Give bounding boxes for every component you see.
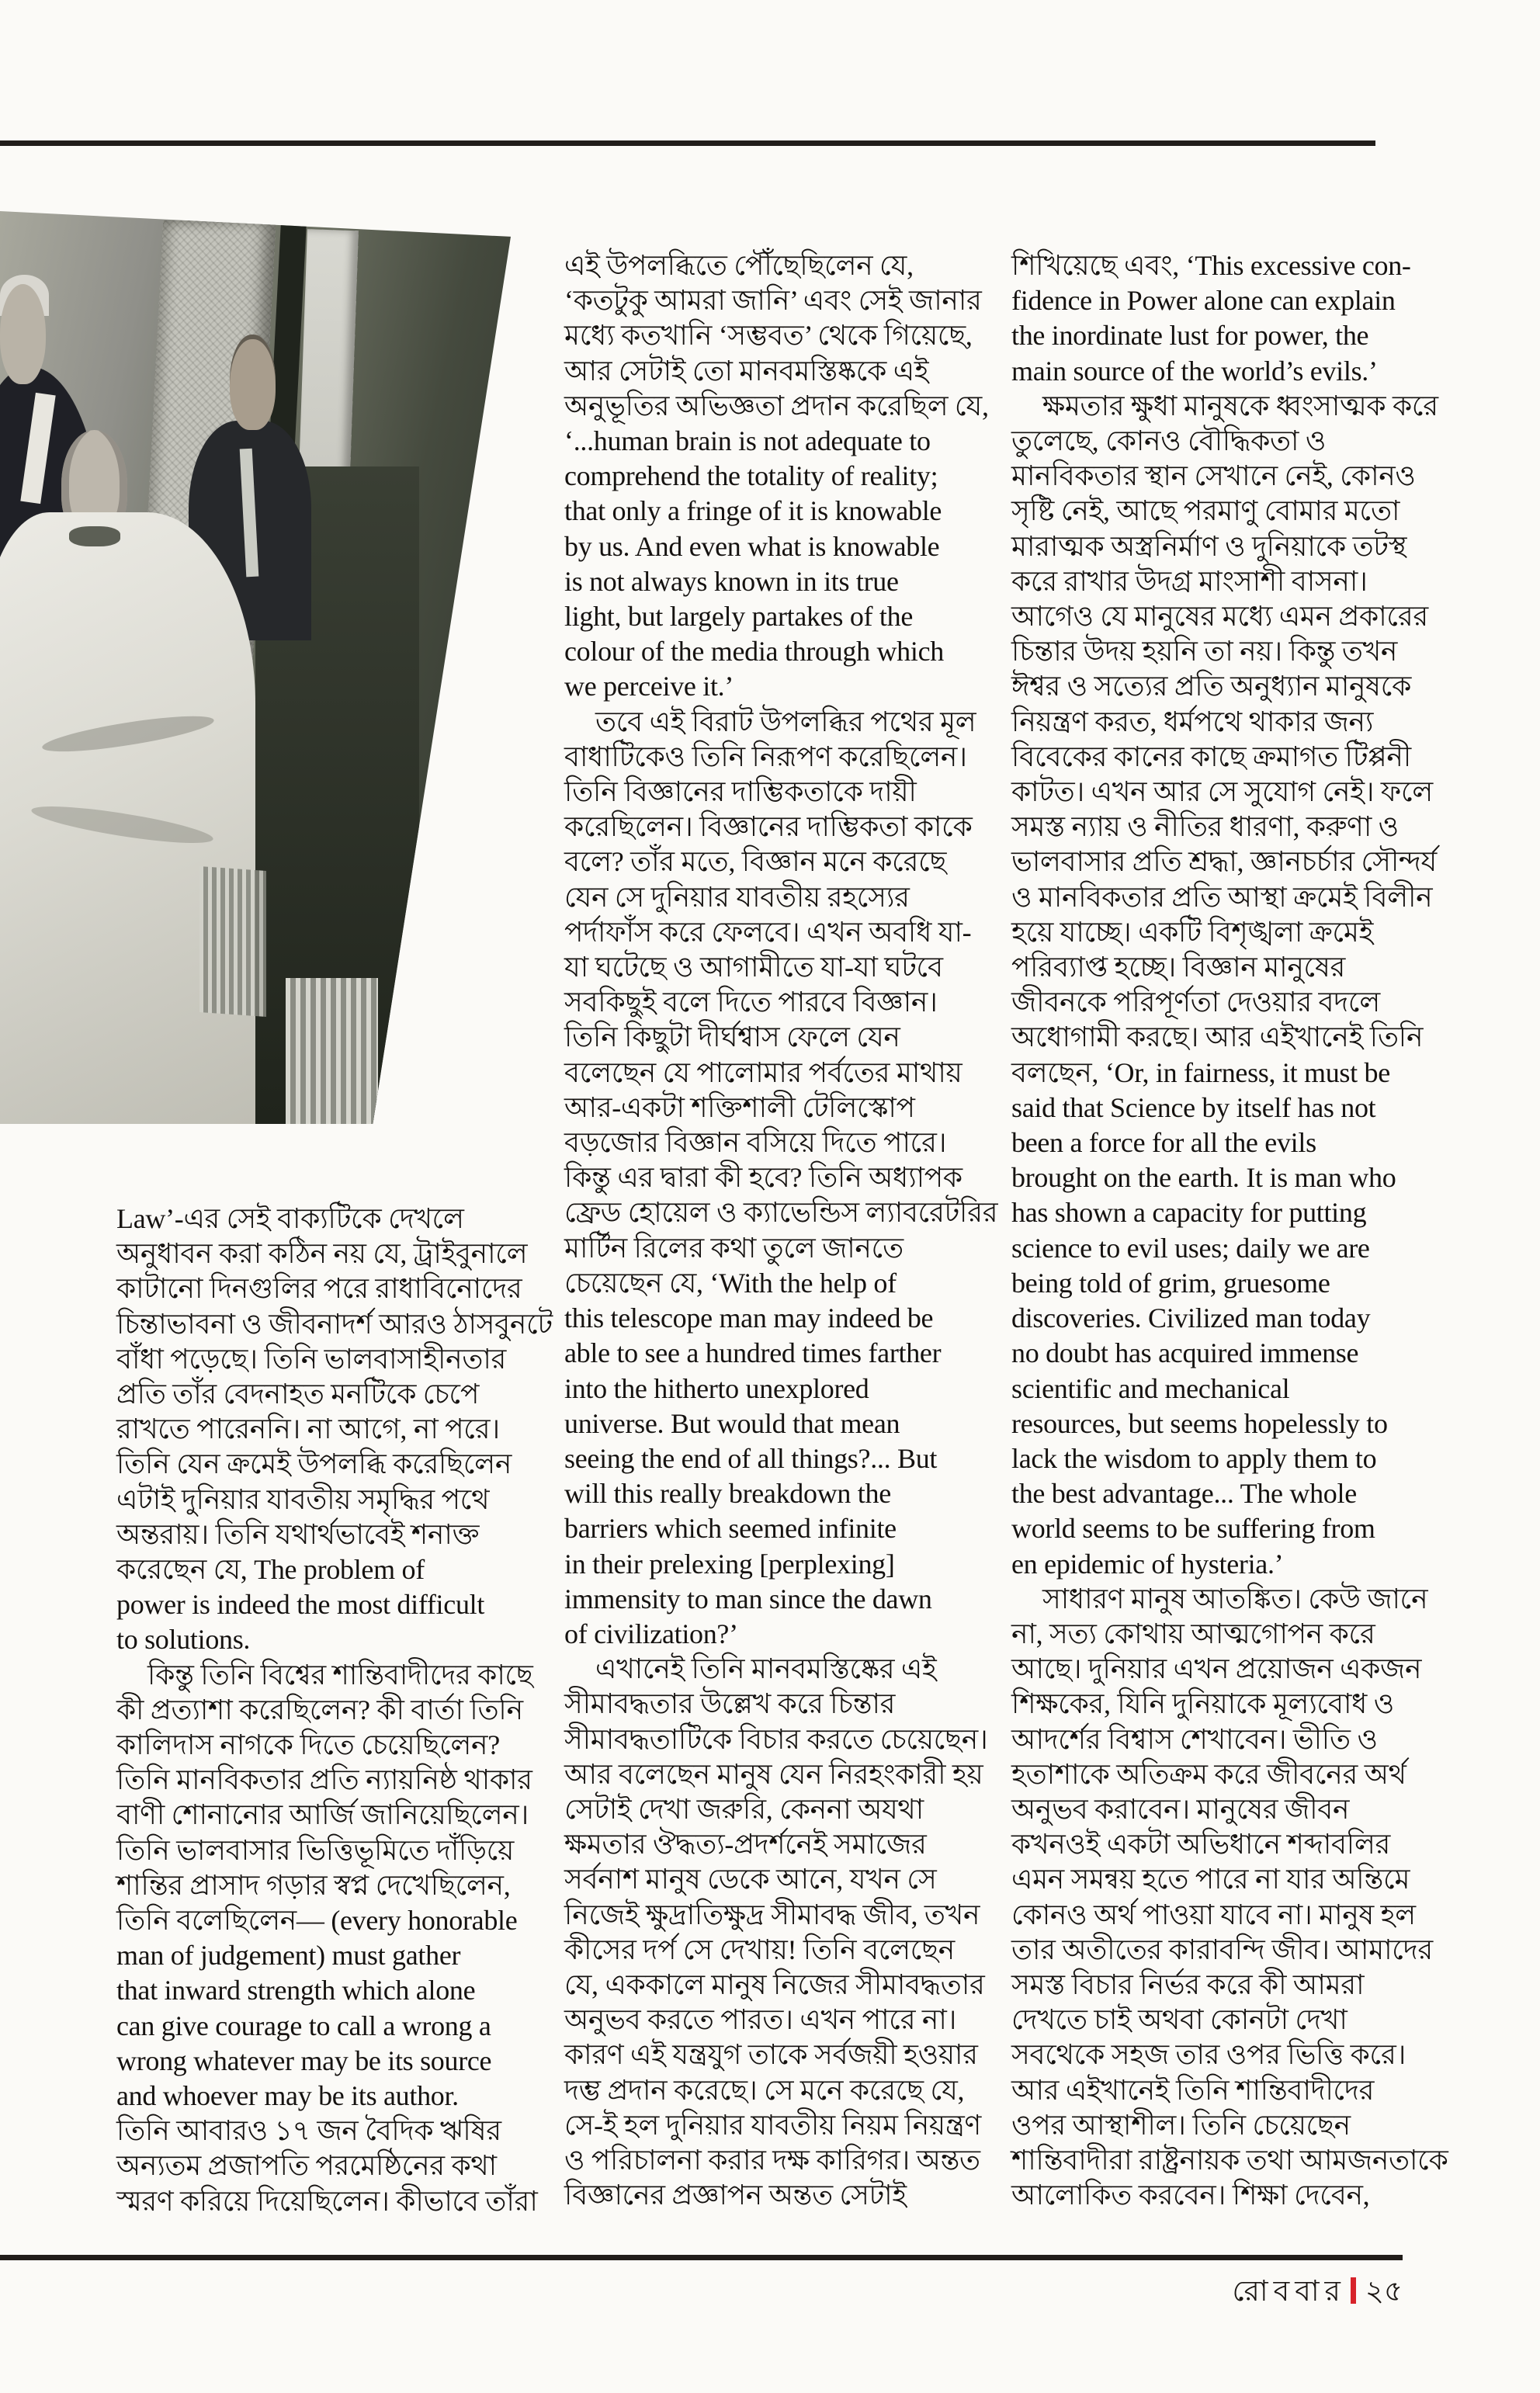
text-line: পর্দাফাঁস করে ফেলবে। এখন অবধি যা- [564, 916, 972, 948]
text-line: colour of the media through which [564, 636, 944, 668]
text-line: been a force for all the evils [1011, 1127, 1316, 1159]
page-footer [0, 2268, 1403, 2317]
text-line: সর্বনাশ মানুষ ডেকে আনে, যখন সে [564, 1864, 937, 1895]
text-line: শিক্ষকের, যিনি দুনিয়াকে মূল্যবোধ ও [1011, 1688, 1394, 1720]
text-line: বাধাটিকেও তিনি নিরূপণ করেছিলেন। [564, 740, 967, 772]
text-line: this telescope man may indeed be [564, 1302, 934, 1334]
text-line: হয়ে যাচ্ছে। একটি বিশৃঙ্খলা ক্রমেই [1011, 916, 1374, 948]
text-line: শান্তির প্রাসাদ গড়ার স্বপ্ন দেখেছিলেন, [116, 1869, 511, 1901]
text-line: অনুভব করাবেন। মানুষের জীবন [1011, 1793, 1350, 1825]
text-line: যেন সে দুনিয়ার যাবতীয় রহস্যের [564, 881, 910, 913]
text-line: সে-ই হল দুনিয়ার যাবতীয় নিয়ম নিয়ন্ত্রণ [564, 2109, 981, 2141]
text-line: into the hitherto unexplored [564, 1372, 869, 1404]
seated-man-collar [69, 526, 120, 546]
text-line: ক্ষমতার ক্ষুধা মানুষকে ধ্বংসাত্মক করে [1042, 390, 1438, 421]
text-line: শিখিয়েছে এবং, ‘This excessive con- [1011, 250, 1411, 281]
text-line: ভালবাসার প্রতি শ্রদ্ধা, জ্ঞানচর্চার সৌন্দর্য [1011, 846, 1437, 878]
text-line: হতাশাকে অতিক্রম করে জীবনের অর্থ [1011, 1758, 1406, 1790]
text-line: করেছিলেন। বিজ্ঞানের দাম্ভিকতা কাকে [564, 811, 973, 843]
text-line: আদর্শের বিশ্বাস শেখাবেন। ভীতি ও [1011, 1723, 1378, 1755]
text-line: এমন সমন্বয় হতে পারে না যার অন্তিমে [1011, 1864, 1410, 1895]
text-line: নিয়ন্ত্রণ করত, ধর্মপথে থাকার জন্য [1011, 706, 1374, 737]
text-line: কিন্তু তিনি বিশ্বের শান্তিবাদীদের কাছে [147, 1659, 533, 1691]
text-line: no doubt has acquired immense [1011, 1337, 1359, 1369]
text-line: বাণী শোনানোর আর্জি জানিয়েছিলেন। [116, 1799, 529, 1831]
text-line: is not always known in its true [564, 565, 899, 597]
text-line: যে, এককালে মানুষ নিজের সীমাবদ্ধতার [564, 1968, 985, 2000]
text-line: the inordinate lust for power, the [1011, 320, 1369, 352]
text-line: দেখতে চাই অথবা কোনটা দেখা [1011, 2004, 1348, 2036]
text-line: এখানেই তিনি মানবমস্তিষ্কের এই [595, 1653, 937, 1685]
text-line: fidence in Power alone can explain [1011, 285, 1396, 317]
text-line: সমস্ত ন্যায় ও নীতির ধারণা, করুণা ও [1011, 811, 1399, 843]
text-line: আর সেটাই তো মানবমস্তিষ্ককে এই [564, 355, 929, 387]
text-line: কাটত। এখন আর সে সুযোগ নেই। ফলে [1011, 776, 1433, 808]
text-line: of civilization?’ [564, 1618, 738, 1649]
text-line: কী প্রত্যাশা করেছিলেন? কী বার্তা তিনি [116, 1694, 523, 1725]
text-line: brought on the earth. It is man who [1011, 1162, 1396, 1194]
text-line: নিজেই ক্ষুদ্রাতিক্ষুদ্র সীমাবদ্ধ জীব, তখন [564, 1899, 980, 1930]
text-line: জীবনকে পরিপূর্ণতা দেওয়ার বদলে [1011, 987, 1380, 1018]
text-line: তিনি মানবিকতার প্রতি ন্যায়নিষ্ঠ থাকার [116, 1764, 532, 1796]
text-line: তুলেছে, কোনও বৌদ্ধিকতা ও [1011, 425, 1327, 457]
footer-separator [1351, 2277, 1356, 2304]
text-line: চিন্তাভাবনা ও জীবনাদর্শ আরও ঠাসবুনটে [116, 1308, 553, 1340]
man-left-face [0, 284, 46, 384]
radiator [286, 978, 377, 1124]
text-line: আগেও যে মানুষের মধ্যে এমন প্রকারের [1011, 601, 1428, 633]
text-line: আলোকিত করবেন। শিক্ষা দেবেন, [1011, 2180, 1370, 2211]
text-line: seeing the end of all things?... But [564, 1442, 938, 1474]
text-line: scientific and mechanical [1011, 1372, 1290, 1404]
text-line: সীমাবদ্ধতাটিকে বিচার করতে চেয়েছেন। [564, 1723, 988, 1755]
text-line: that inward strength which alone [116, 1975, 476, 2006]
text-line: সাধারণ মানুষ আতঙ্কিত। কেউ জানে [1042, 1583, 1428, 1614]
text-line: অনুভব করতে পারত। এখন পারে না। [564, 2004, 957, 2036]
text-line: wrong whatever may be its source [116, 2044, 492, 2076]
text-line: ‘...human brain is not adequate to [564, 425, 931, 457]
text-line: বলছেন, ‘Or, in fairness, it must be [1011, 1056, 1390, 1088]
text-line: তবে এই বিরাট উপলব্ধির পথের মূল [595, 706, 976, 737]
text-line: কালিদাস নাগকে দিতে চেয়েছিলেন? [116, 1729, 500, 1761]
text-line: তিনি বলেছিলেন— (every honorable [116, 1905, 518, 1937]
text-line: এটাই দুনিয়ার যাবতীয় সমৃদ্ধির পথে [116, 1483, 490, 1515]
text-line: power is indeed the most difficult [116, 1589, 485, 1621]
text-line: শান্তিবাদীরা রাষ্ট্রনায়ক তথা আমজনতাকে [1011, 2144, 1448, 2176]
text-line: has shown a capacity for putting [1011, 1197, 1367, 1229]
text-line: and whoever may be its author. [116, 2080, 459, 2112]
text-line: সৃষ্টি নেই, আছে পরমাণু বোমার মতো [1011, 495, 1400, 527]
text-line: we perceive it.’ [564, 671, 734, 702]
text-line: being told of grim, gruesome [1011, 1267, 1330, 1299]
text-line: অধোগামী করছে। আর এইখানেই তিনি [1011, 1021, 1424, 1053]
text-line: Law’-এর সেই বাক্যটিকে দেখলে [116, 1203, 464, 1234]
text-line: চিন্তার উদয় হয়নি তা নয়। কিন্তু তখন [1011, 636, 1398, 668]
top-rule [0, 140, 1375, 146]
text-line: barriers which seemed infinite [564, 1513, 897, 1545]
text-line: কীসের দর্প সে দেখায়! তিনি বলেছেন [564, 1933, 955, 1965]
text-line: মার্টিন রিলের কথা তুলে জানতে [564, 1232, 904, 1264]
text-line: মধ্যে কতখানি ‘সম্ভবত’ থেকে গিয়েছে, [564, 320, 973, 352]
text-line: কিন্তু এর দ্বারা কী হবে? তিনি অধ্যাপক [564, 1162, 962, 1194]
text-line: সমস্ত বিচার নির্ভর করে কী আমরা [1011, 1968, 1365, 2000]
man-right-face [230, 335, 276, 430]
text-line: স্মরণ করিয়ে দিয়েছিলেন। কীভাবে তাঁরা [116, 2185, 538, 2217]
text-line: main source of the world’s evils.’ [1011, 355, 1378, 387]
text-line: বিবেকের কানের কাছে ক্রমাগত টিপ্পনী [1011, 740, 1411, 772]
text-line: চেয়েছেন যে, ‘With the help of [564, 1267, 897, 1299]
text-line: কারণ এই যন্ত্রযুগ তাকে সর্বজয়ী হওয়ার [564, 2039, 978, 2071]
article-column-left [116, 1202, 553, 2219]
text-line: আর বলেছেন মানুষ যেন নিরহংকারী হয় [564, 1758, 983, 1790]
text-line: কোনও অর্থ পাওয়া যাবে না। মানুষ হল [1011, 1899, 1416, 1930]
text-line: ঈশ্বর ও সত্যের প্রতি অনুধ্যান মানুষকে [1011, 671, 1412, 702]
text-line: will this really breakdown the [564, 1478, 891, 1510]
text-line: lack the wisdom to apply them to [1011, 1442, 1377, 1474]
text-line: সবথেকে সহজ তার ওপর ভিত্তি করে। [1011, 2039, 1406, 2071]
text-line: অনুভূতির অভিজ্ঞতা প্রদান করেছিল যে, [564, 390, 989, 421]
text-line: কখনওই একটা অভিধানে শব্দাবলির [1011, 1829, 1391, 1861]
text-line: বলে? তাঁর মতে, বিজ্ঞান মনে করেছে [564, 846, 947, 878]
text-line: রাখতে পারেননি। না আগে, না পরে। [116, 1413, 500, 1445]
text-line: করেছেন যে, The problem of [116, 1554, 425, 1586]
text-line: বিজ্ঞানের প্রজ্ঞাপন অন্তত সেটাই [564, 2180, 907, 2211]
article-column-middle [564, 248, 998, 2213]
text-line: ‘কতটুকু আমরা জানি’ এবং সেই জানার [564, 285, 982, 317]
text-line: immensity to man since the dawn [564, 1583, 932, 1614]
article-column-right [1011, 248, 1448, 2213]
text-line: সীমাবদ্ধতার উল্লেখ করে চিন্তার [564, 1688, 896, 1720]
text-line: আছে। দুনিয়ার এখন প্রয়োজন একজন [1011, 1653, 1422, 1685]
text-line: তিনি ভালবাসার ভিত্তিভূমিতে দাঁড়িয়ে [116, 1834, 515, 1866]
text-line: এই উপলব্ধিতে পৌঁছেছিলেন যে, [564, 250, 914, 281]
text-line: by us. And even what is knowable [564, 530, 940, 562]
text-line: দম্ভ প্রদান করেছে। সে মনে করেছে যে, [564, 2074, 965, 2106]
text-line: said that Science by itself has not [1011, 1091, 1376, 1123]
text-line: আর-একটা শক্তিশালী টেলিস্কোপ [564, 1091, 915, 1123]
text-line: সেটাই দেখা জরুরি, কেননা অযথা [564, 1793, 924, 1825]
text-line: আর এইখানেই তিনি শান্তিবাদীদের [1011, 2074, 1375, 2106]
text-line: যা ঘটেছে ও আগামীতে যা-যা ঘটবে [564, 952, 943, 983]
text-line: resources, but seems hopelessly to [1011, 1407, 1388, 1439]
text-line: ও পরিচালনা করার দক্ষ কারিগর। অন্তত [564, 2144, 980, 2176]
text-line: তিনি যেন ক্রমেই উপলব্ধি করেছিলেন [116, 1448, 512, 1480]
text-line: তিনি কিছুটা দীর্ঘশ্বাস ফেলে যেন [564, 1021, 900, 1053]
text-line: discoveries. Civilized man today [1011, 1302, 1371, 1334]
text-line: universe. But would that mean [564, 1407, 900, 1439]
page-number: ২৫ [1365, 2276, 1403, 2308]
text-line: ও মানবিকতার প্রতি আস্থা ক্রমেই বিলীন [1011, 881, 1433, 913]
text-line: তিনি বিজ্ঞানের দাম্ভিকতাকে দায়ী [564, 776, 917, 808]
footer-rule [0, 2255, 1403, 2260]
text-line: the best advantage... The whole [1011, 1478, 1357, 1510]
text-line: বড়জোর বিজ্ঞান বসিয়ে দিতে পারে। [564, 1127, 947, 1159]
text-line: science to evil uses; daily we are [1011, 1232, 1370, 1264]
magazine-name: রোববার [1232, 2276, 1346, 2308]
text-line: that only a fringe of it is knowable [564, 495, 942, 527]
text-line: কাটানো দিনগুলির পরে রাধাবিনোদের [116, 1273, 522, 1305]
text-line: world seems to be suffering from [1011, 1513, 1375, 1545]
text-line: অন্তরায়। তিনি যথার্থভাবেই শনাক্ত [116, 1518, 480, 1550]
text-line: বলেছেন যে পালোমার পর্বতের মাথায় [564, 1056, 962, 1088]
article-photo [0, 211, 511, 1124]
text-line: পরিব্যাপ্ত হচ্ছে। বিজ্ঞান মানুষের [1011, 952, 1346, 983]
text-line: করে রাখার উদগ্র মাংসাশী বাসনা। [1011, 565, 1368, 597]
text-line: প্রতি তাঁর বেদনাহত মনটিকে চেপে [116, 1379, 480, 1410]
text-line: অনুধাবন করা কঠিন নয় যে, ট্রাইবুনালে [116, 1238, 528, 1270]
text-line: able to see a hundred times farther [564, 1337, 942, 1369]
text-line: অন্যতম প্রজাপতি পরমেষ্ঠিনের কথা [116, 2150, 497, 2182]
text-line: comprehend the totality of reality; [564, 460, 938, 492]
text-line: ক্ষমতার ঔদ্ধত্য-প্রদর্শনেই সমাজের [564, 1829, 927, 1861]
text-line: to solutions. [116, 1624, 251, 1656]
text-line: light, but largely partakes of the [564, 601, 914, 633]
text-line: মানবিকতার স্থান সেখানে নেই, কোনও [1011, 460, 1416, 492]
text-line: ওপর আস্থাশীল। তিনি চেয়েছেন [1011, 2109, 1351, 2141]
text-line: man of judgement) must gather [116, 1940, 461, 1972]
text-line: না, সত্য কোথায় আত্মগোপন করে [1011, 1618, 1375, 1649]
text-line: তার অতীতের কারাবন্দি জীব। আমাদের [1011, 1933, 1433, 1965]
text-line: মারাত্মক অস্ত্রনির্মাণ ও দুনিয়াকে তটস্থ [1011, 530, 1407, 562]
text-line: ফ্রেড হোয়েল ও ক্যাভেন্ডিস ল্যাবরেটরির [564, 1197, 998, 1229]
text-line: বাঁধা পড়েছে। তিনি ভালবাসাহীনতার [116, 1343, 506, 1375]
radiator [199, 866, 266, 1017]
text-line: সবকিছুই বলে দিতে পারবে বিজ্ঞান। [564, 987, 938, 1018]
text-line: in their prelexing [perplexing] [564, 1548, 895, 1580]
text-line: en epidemic of hysteria.’ [1011, 1548, 1284, 1580]
text-line: can give courage to call a wrong a [116, 2010, 491, 2041]
text-line: তিনি আবারও ১৭ জন বৈদিক ঋষির [116, 2115, 501, 2147]
